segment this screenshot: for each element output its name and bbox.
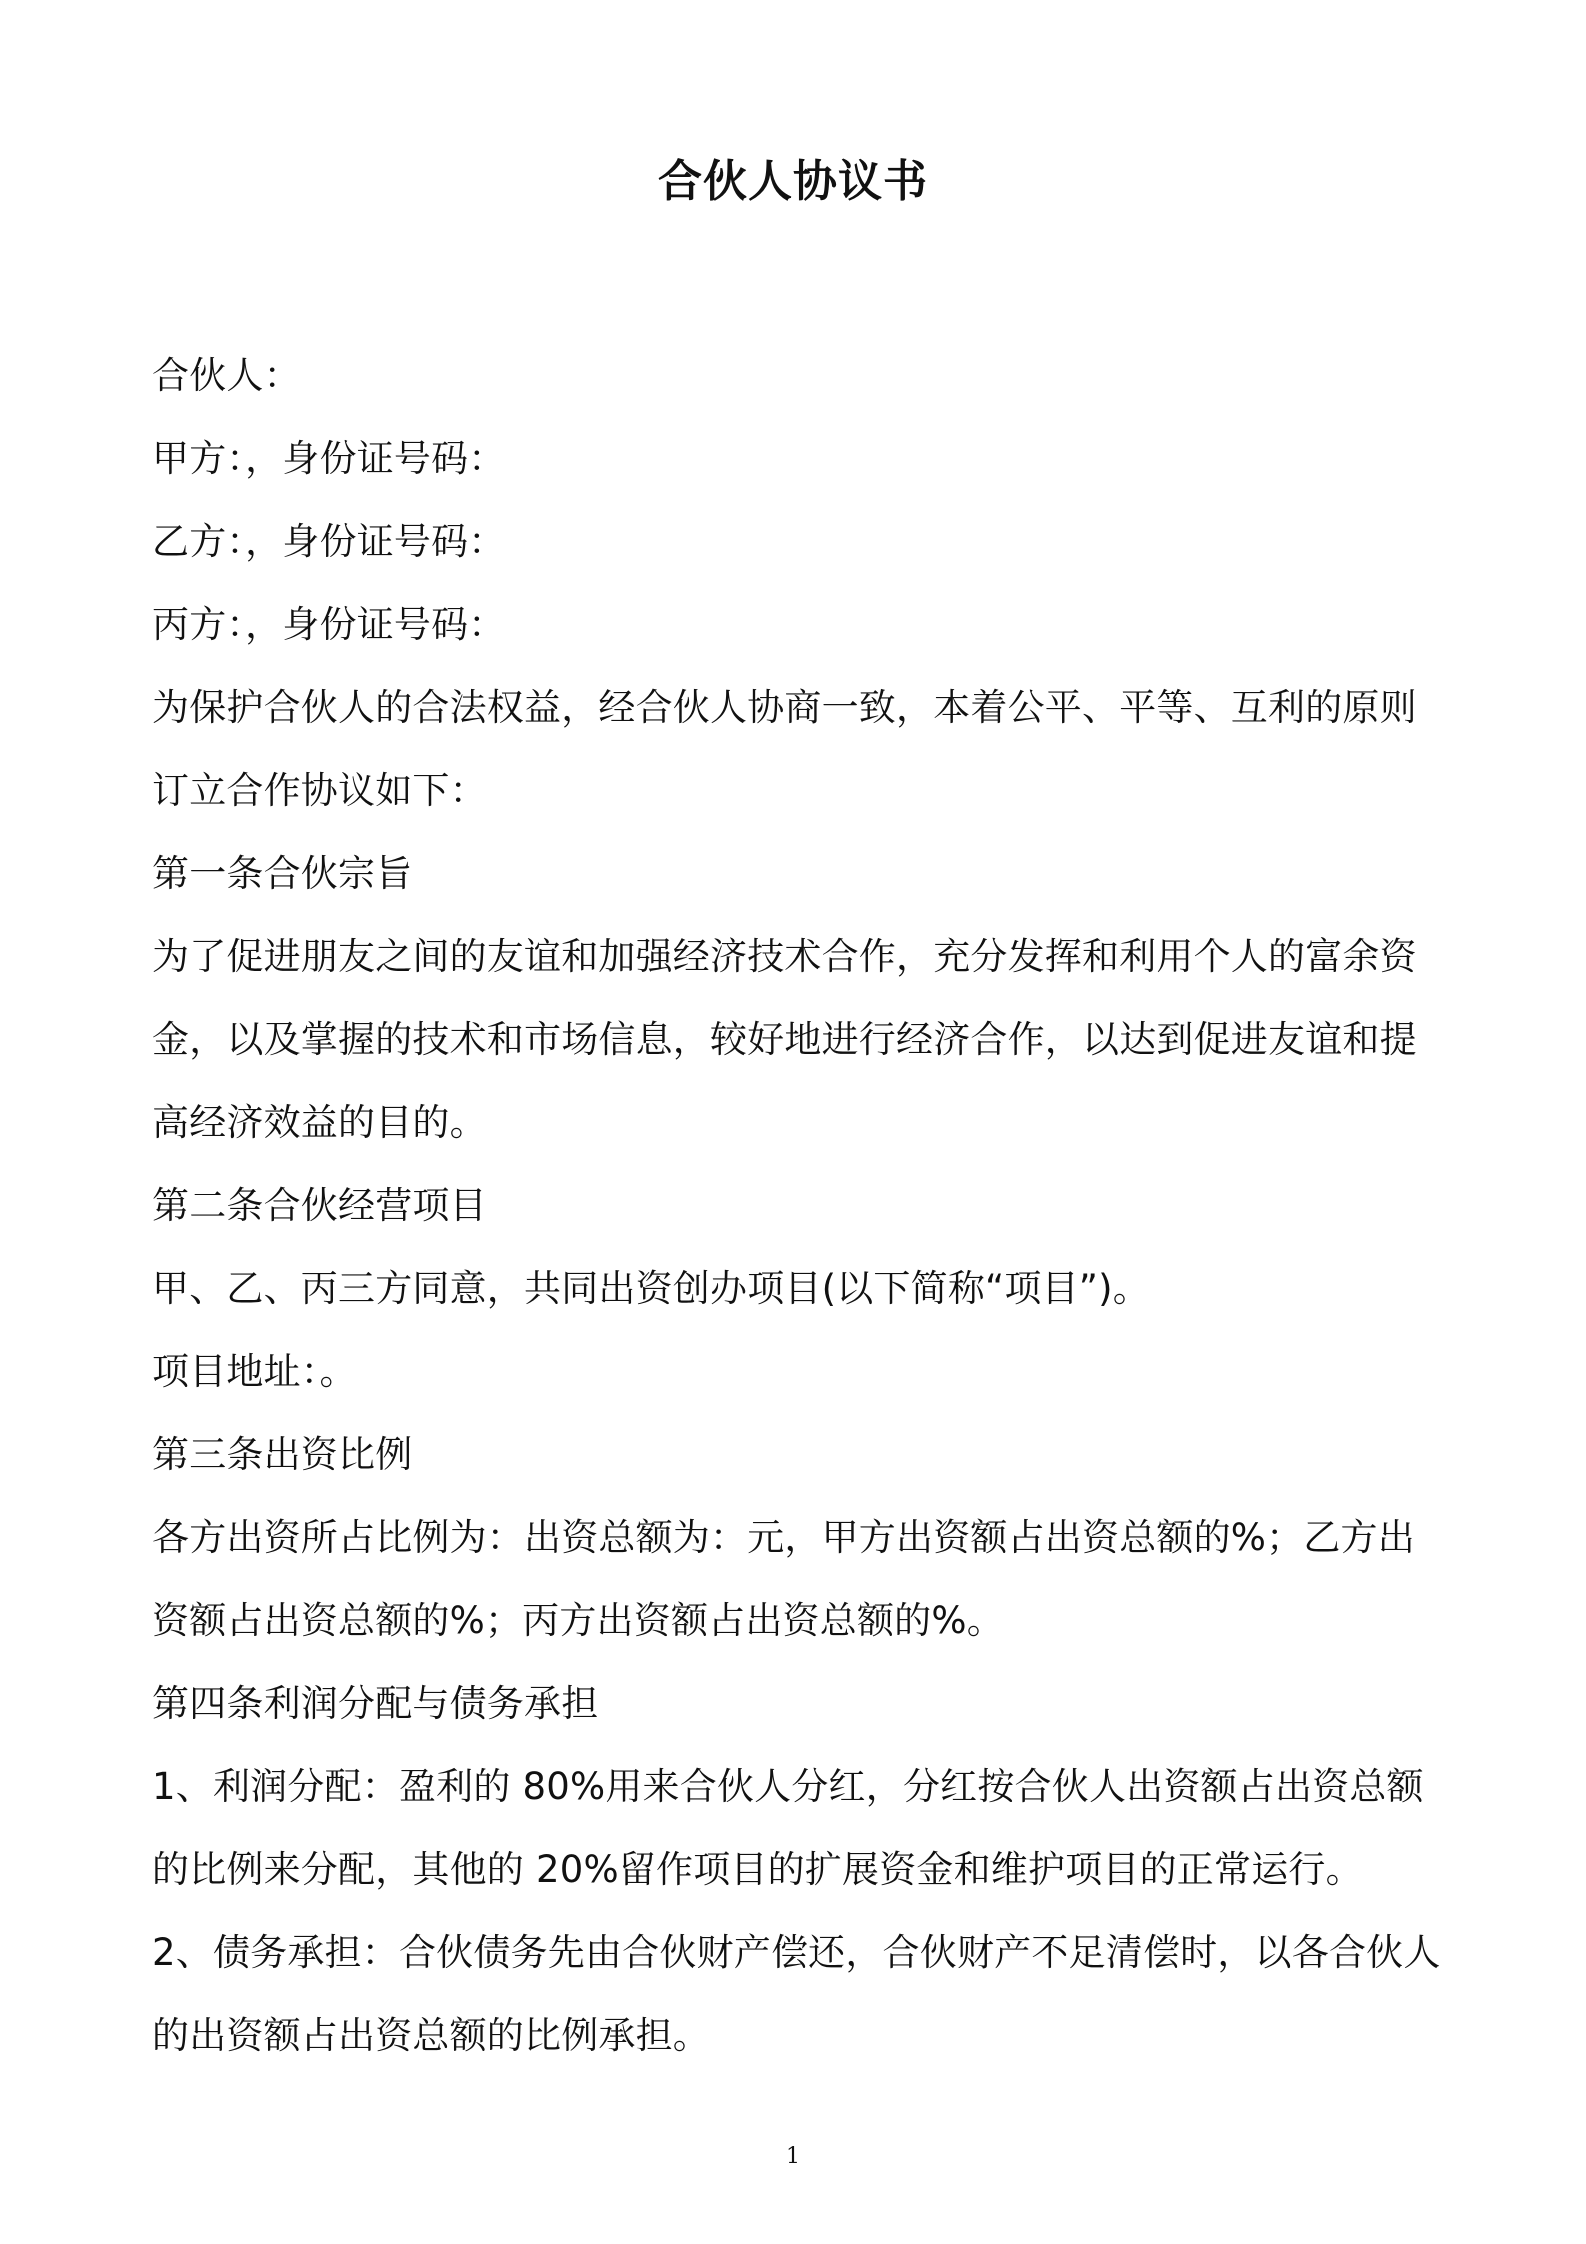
document-body (152, 334, 1448, 2077)
profit-distribution-line: 1、利润分配：盈利的 80%用来合伙人分红，分红按合伙人出资额占出资总额 (152, 1765, 1424, 1808)
article-1-heading: 第一条合伙宗旨 (152, 852, 413, 895)
article-1-text-line: 为了促进朋友之间的友谊和加强经济技术合作，充分发挥和利用个人的富余资 (152, 935, 1417, 978)
article-4-heading: 第四条利润分配与债务承担 (152, 1682, 599, 1725)
debt-liability-line: 的出资额占出资总额的比例承担。 (152, 2014, 710, 2057)
article-3-heading: 第三条出资比例 (152, 1433, 413, 1476)
article-1-text-line: 金，以及掌握的技术和市场信息，较好地进行经济合作，以达到促进友谊和提 (152, 1018, 1417, 1061)
document-title: 合伙人协议书 (658, 156, 928, 207)
article-3-text-line: 各方出资所占比例为：出资总额为：元，甲方出资额占出资总额的%；乙方出 (152, 1516, 1415, 1559)
party-c-line: 丙方：，身份证号码： (152, 603, 506, 646)
project-address-line: 项目地址：。 (152, 1350, 357, 1393)
article-1-text-line: 高经济效益的目的。 (152, 1101, 487, 1144)
preamble-line: 为保护合伙人的合法权益，经合伙人协商一致，本着公平、平等、互利的原则 (152, 686, 1417, 729)
debt-liability-line: 2、债务承担：合伙债务先由合伙财产偿还，合伙财产不足清偿时，以各合伙人 (152, 1931, 1441, 1974)
preamble-line: 订立合作协议如下： (152, 769, 487, 812)
party-b-line: 乙方：，身份证号码： (152, 520, 506, 563)
page-number: 1 (786, 2144, 800, 2169)
article-3-text-line: 资额占出资总额的%；丙方出资额占出资总额的%。 (152, 1599, 1004, 1642)
article-2-heading: 第二条合伙经营项目 (152, 1184, 487, 1227)
party-a-line: 甲方：，身份证号码： (152, 437, 506, 480)
profit-distribution-line: 的比例来分配，其他的 20%留作项目的扩展资金和维护项目的正常运行。 (152, 1848, 1363, 1891)
partners-heading: 合伙人： (152, 354, 301, 397)
article-2-text-line: 甲、乙、丙三方同意，共同出资创办项目(以下简称“项目”)。 (152, 1267, 1151, 1310)
